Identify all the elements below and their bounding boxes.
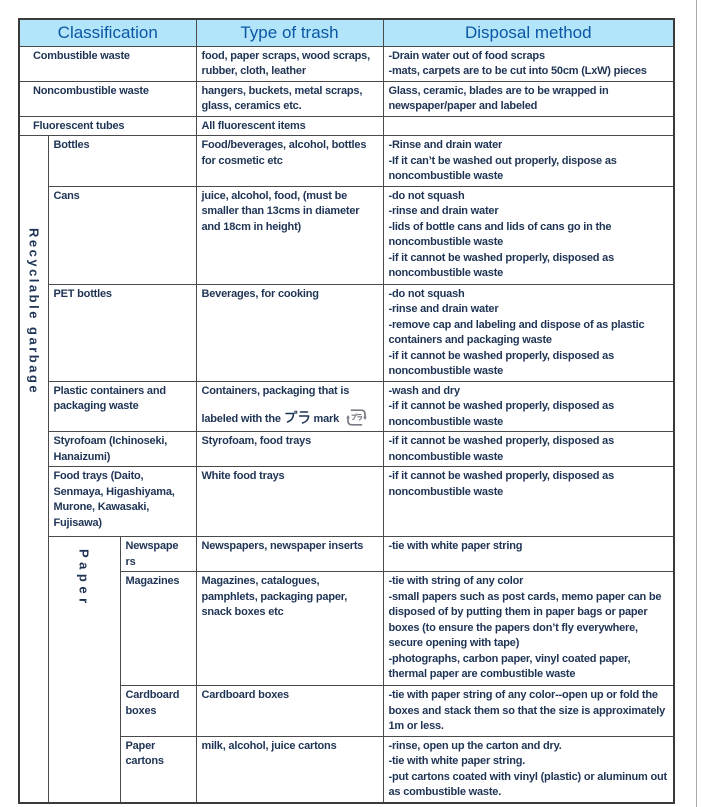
type-cell: Magazines, catalogues, pamphlets, packaging paper, snack boxes etc [196,572,383,686]
row-plastic-containers [19,381,674,432]
type-cell: juice, alcohol, food, (must be smaller than 13cms in diameter and 18cm in height) [196,186,383,284]
disposal-line: -Drain water out of food scraps [388,49,545,62]
classification-cell: Magazines [120,572,196,686]
type-line-pre: labeled with the [201,413,281,425]
type-cell: Newspapers, newspaper inserts [196,537,383,572]
disposal-cell [383,186,674,284]
classification-cell: Fluorescent tubes [19,116,196,136]
paper-label: Paper [76,549,92,608]
classification-cell: PET bottles [48,284,196,381]
disposal-line: -rinse and drain water [388,303,499,315]
disposal-cell [383,432,674,467]
disposal-line: -lids of bottle cans and lids of cans go in the noncombustible waste [388,220,612,248]
classification-cell: Newspapers [120,537,196,572]
classification-cell: Cardboard boxes [120,686,196,737]
type-cell: Styrofoam, food trays [196,432,383,467]
type-cell: food, paper scraps, wood scraps, rubber, cloth, leather [196,46,383,81]
disposal-line: -If it can’t be washed out properly, dispose as noncombustible waste [388,154,617,182]
disposal-line: -if it cannot be washed properly, disposed as noncombustible waste [388,400,615,428]
disposal-line: -photographs, carbon paper, vinyl coated paper, thermal paper are combustible waste [388,652,631,680]
paper-group-cell [48,537,120,803]
recyclable-garbage-label: Recyclable garbage [26,228,42,396]
type-cell: White food trays [196,467,383,537]
header-type-of-trash: Type of trash [196,19,383,46]
disposal-cell-empty [383,116,674,136]
type-cell: Food/beverages, alcohol, bottles for cosmetic etc [196,136,383,187]
classification-cell: Styrofoam (Ichinoseki, Hanaizumi) [48,432,196,467]
disposal-cell [383,381,674,432]
type-cell: Beverages, for cooking [196,284,383,381]
disposal-line: -do not squash [388,287,465,300]
disposal-line: -Rinse and drain water [388,139,503,151]
disposal-line: -mats, carpets are to be cut into 50cm (LxW) pieces [388,65,647,77]
row-pet-bottles [19,284,674,381]
disposal-cell [383,572,674,686]
disposal-cell [383,136,674,187]
classification-cell: Plastic containers and packaging waste [48,381,196,432]
trash-sorting-table [18,18,675,804]
recyclable-garbage-group-cell [19,136,48,803]
type-cell: Cardboard boxes [196,686,383,737]
row-noncombustible-waste [19,81,674,116]
row-fluorescent-tubes [19,116,674,136]
row-styrofoam [19,432,674,467]
pla-recycle-mark-icon [346,408,367,427]
header-row [19,19,674,46]
disposal-line: -if it cannot be washed properly, disposed as noncombustible waste [388,435,615,463]
row-cans [19,186,674,284]
header-disposal-method: Disposal method [383,19,674,46]
disposal-line: Glass, ceramic, blades are to be wrapped in newspaper/paper and labeled [388,84,609,112]
disposal-line: -tie with white paper string [388,540,523,552]
disposal-cell [383,537,674,572]
disposal-line: -rinse and drain water [388,205,499,217]
type-line-with-mark [202,408,378,428]
disposal-line: -tie with white paper string. [388,755,526,767]
classification-cell: Paper cartons [120,736,196,803]
header-classification: Classification [19,19,196,46]
disposal-line: -do not squash [388,189,465,202]
disposal-line: -if it cannot be washed properly, disposed as noncombustible waste [388,470,615,498]
pla-kana-text [285,410,310,424]
row-bottles [19,136,674,187]
type-line: Containers, packaging that is [201,384,350,397]
disposal-line: -tie with string of any color [388,575,524,587]
disposal-cell [383,81,674,116]
classification-cell: Food trays (Daito, Senmaya, Higashiyama, Murone, Kawasaki, Fujisawa) [48,467,196,537]
page-edge-line [696,0,697,807]
type-cell: milk, alcohol, juice cartons [196,736,383,803]
classification-cell: Bottles [48,136,196,187]
disposal-cell [383,736,674,803]
disposal-line: -tie with paper string of any color--open up or fold the boxes and stack them so that the size is approximately 1m or less. [388,689,666,732]
row-combustible-waste [19,46,674,81]
disposal-line: -remove cap and labeling and dispose of as plastic containers and packaging waste [388,318,645,346]
type-cell [196,381,383,432]
disposal-line: -if it cannot be washed properly, disposed as noncombustible waste [388,349,615,377]
disposal-cell [383,686,674,737]
type-cell: hangers, buckets, metal scraps, glass, ceramics etc. [196,81,383,116]
disposal-cell [383,467,674,537]
classification-cell: Cans [48,186,196,284]
disposal-line: -wash and dry [388,384,460,397]
disposal-cell [383,46,674,81]
disposal-line: -rinse, open up the carton and dry. [388,739,562,752]
type-cell: All fluorescent items [196,116,383,136]
disposal-line: -small papers such as post cards, memo paper can be disposed of by putting them in paper bags or paper boxes (to ensure the papers don’t fly everywhere, secure opening with tape) [388,590,662,649]
row-newspapers [19,537,674,572]
disposal-cell [383,284,674,381]
classification-cell: Combustible waste [19,46,196,81]
classification-cell: Noncombustible waste [19,81,196,116]
row-food-trays [19,467,674,537]
type-line-post: mark [313,413,340,425]
disposal-line: -put cartons coated with vinyl (plastic) or aluminum out as combustible waste. [388,770,667,798]
disposal-line: -if it cannot be washed properly, disposed as noncombustible waste [388,251,615,279]
